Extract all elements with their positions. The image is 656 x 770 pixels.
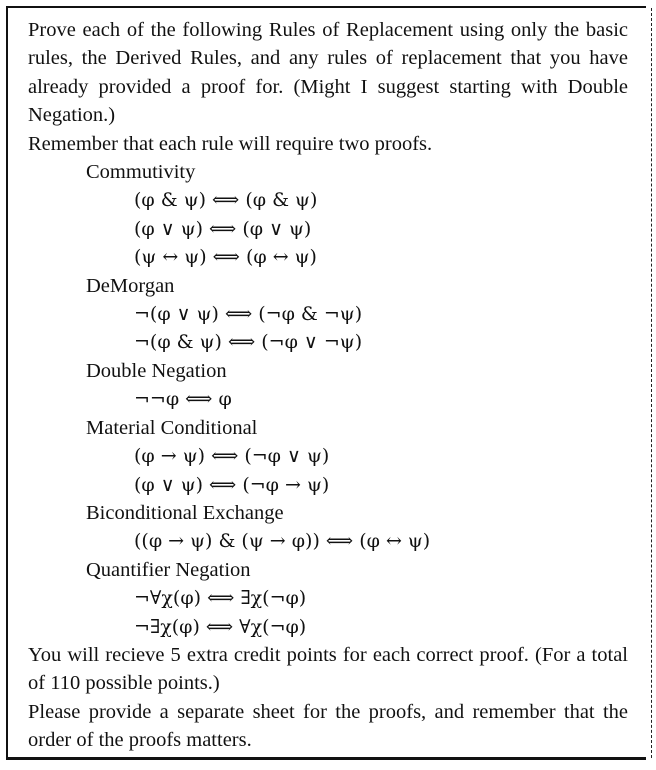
dashed-edge <box>651 8 652 758</box>
rule-formula: ¬∃χ(φ) ⟺ ∀χ(¬φ) <box>134 615 307 638</box>
rule-quantifier-negation <box>28 556 628 641</box>
closing-paragraph: Please provide a separate sheet for the proofs, and remember that the order of the proofs matters. <box>28 700 628 752</box>
rule-formula: (φ ∨ ψ) ⟺ (¬φ → ψ) <box>134 473 330 496</box>
rule-formula: (φ & ψ) ⟺ (φ & ψ) <box>134 189 318 212</box>
remember-paragraph: Remember that each rule will require two proofs. <box>28 132 433 155</box>
rule-biconditional-exchange <box>28 499 628 556</box>
rule-formula: (φ → ψ) ⟺ (¬φ ∨ ψ) <box>134 445 330 468</box>
intro-paragraph: Prove each of the following Rules of Replacement using only the basic rules, the Derived Rules, and any rules of replacement that you have already provided a proof for. (Might I suggest starting with Double Negation.) <box>28 19 628 127</box>
rule-formula: ¬¬φ ⟺ φ <box>134 388 232 411</box>
rule-heading: Material Conditional <box>86 416 258 439</box>
rule-double-negation <box>28 357 628 414</box>
rule-formula: ((φ → ψ) & (ψ → φ)) ⟺ (φ ↔ ψ) <box>134 530 431 553</box>
document-body <box>28 16 628 755</box>
rule-heading: Double Negation <box>86 359 227 382</box>
rule-formula: ¬∀χ(φ) ⟺ ∃χ(¬φ) <box>134 587 307 610</box>
rule-formula: ¬(φ ∨ ψ) ⟺ (¬φ & ¬ψ) <box>134 303 363 326</box>
rule-material-conditional <box>28 414 628 499</box>
extra-credit-paragraph: You will recieve 5 extra credit points for each correct proof. (For a total of 110 possible points.) <box>28 643 628 695</box>
rule-formula: (ψ ↔ ψ) ⟺ (φ ↔ ψ) <box>134 246 317 269</box>
rule-heading: Commutivity <box>86 161 196 184</box>
rule-demorgan <box>28 272 628 357</box>
rule-formula: (φ ∨ ψ) ⟺ (φ ∨ ψ) <box>134 217 312 240</box>
rule-heading: Quantifier Negation <box>86 558 251 581</box>
rule-commutivity <box>28 158 628 272</box>
rule-formula: ¬(φ & ψ) ⟺ (¬φ ∨ ¬ψ) <box>134 331 363 354</box>
rule-heading: Biconditional Exchange <box>86 501 284 524</box>
rule-heading: DeMorgan <box>86 274 175 297</box>
